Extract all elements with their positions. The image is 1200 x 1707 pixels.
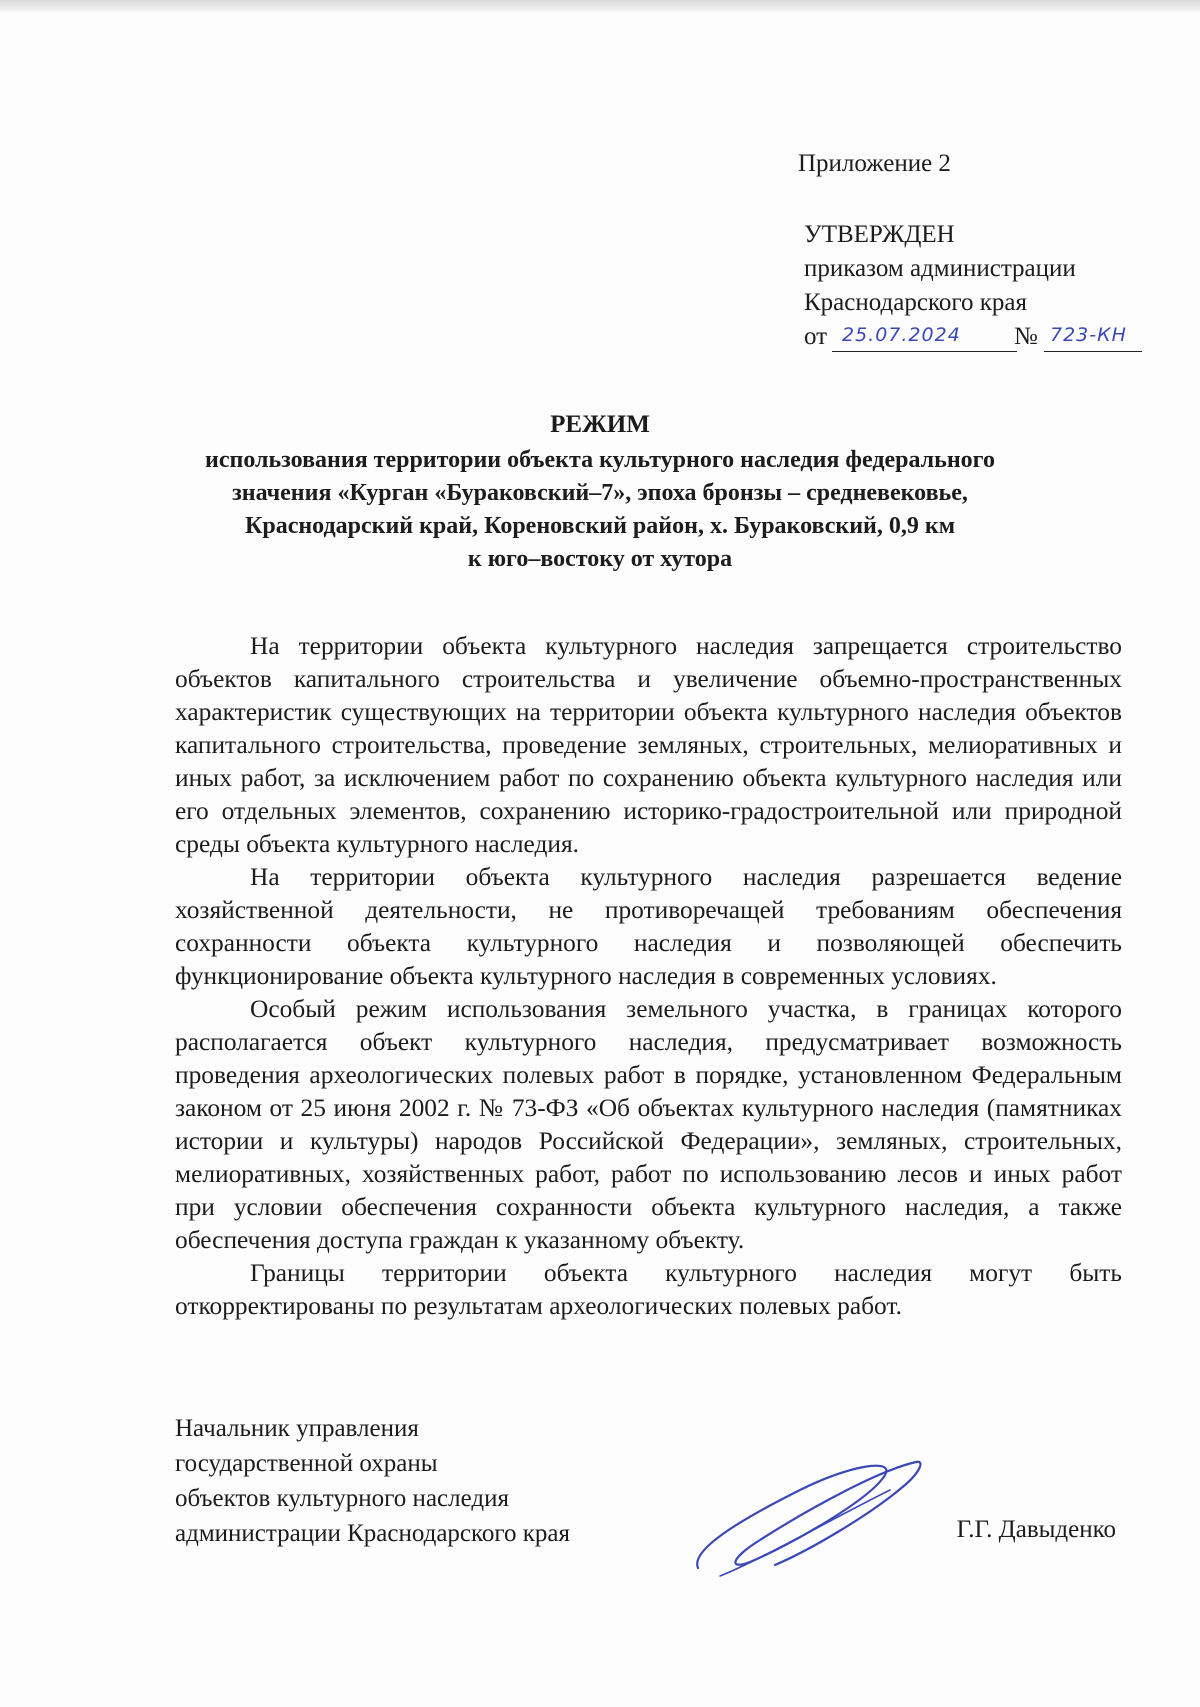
title-main: РЕЖИМ bbox=[550, 411, 650, 438]
signer-name: Г.Г. Давыденко bbox=[956, 1516, 1116, 1543]
title-line: значения «Курган «Бураковский–7», эпоха бронзы – средневековье, bbox=[232, 480, 968, 506]
from-label: от bbox=[804, 323, 828, 350]
body-paragraph: На территории объекта культурного наследия разрешается ведение хозяйственной деятельности, не противоречащей требованиям обеспечения сохранности объекта культурного наследия и позволяющей обеспечить функционирование объекта культурного наследия в современных условиях. bbox=[175, 863, 1122, 990]
body-paragraph: На территории объекта культурного наследия запрещается строительство объектов капитального строительства и увеличение объемно-пространственных характеристик существующих на территории объекта культурного наследия объектов капитального строительства, проведение земляных, строительных, мелиоративных и иных работ, за исключением работ по сохранению объекта культурного наследия или его отдельных элементов, сохранению историко-градостроительной или природной среды объекта культурного наследия. bbox=[175, 632, 1122, 858]
handwritten-date: 25.07.2024 bbox=[842, 324, 961, 346]
handwritten-signature bbox=[680, 1450, 930, 1580]
document-body bbox=[175, 630, 1122, 1323]
approved-line: УТВЕРЖДЕН bbox=[804, 221, 955, 248]
signer-position bbox=[175, 1411, 570, 1551]
title-line: Краснодарский край, Кореновский район, х. Бураковский, 0,9 км bbox=[244, 513, 956, 539]
scan-edge-shade bbox=[0, 0, 1200, 14]
title-line: использования территории объекта культурного наследия федерального bbox=[205, 447, 995, 473]
body-paragraph: Границы территории объекта культурного наследия могут быть откорректированы по результатам археологических полевых работ. bbox=[175, 1259, 1122, 1320]
appendix-label: Приложение 2 bbox=[798, 150, 951, 177]
document-title bbox=[150, 408, 1050, 576]
signer-position-line: объектов культурного наследия bbox=[175, 1485, 509, 1512]
body-paragraph: Особый режим использования земельного участка, в границах которого располагается объект культурного наследия, предусматривает возможность проведения археологических полевых работ в порядке, установленном Федеральным законом от 25 июня 2002 г. № 73-ФЗ «Об объектах культурного наследия (памятниках истории и культуры) народов Российской Федерации», земляных, строительных, мелиоративных, хозяйственных работ, работ по использованию лесов и иных работ при условии обеспечения сохранности объекта культурного наследия, а также обеспечения доступа граждан к указанному объекту. bbox=[175, 995, 1122, 1254]
signer-position-line: Начальник управления bbox=[175, 1415, 419, 1442]
signer-position-line: администрации Краснодарского края bbox=[175, 1520, 571, 1547]
handwritten-number: 723-КН bbox=[1050, 324, 1127, 346]
approved-line: Краснодарского края bbox=[804, 289, 1027, 316]
number-label: № bbox=[1014, 323, 1038, 350]
signer-position-line: государственной охраны bbox=[175, 1450, 438, 1477]
approved-line: приказом администрации bbox=[804, 255, 1076, 282]
title-line: к юго–востоку от хутора bbox=[467, 546, 733, 572]
order-date-line bbox=[804, 320, 1127, 354]
approval-block bbox=[804, 218, 1127, 354]
